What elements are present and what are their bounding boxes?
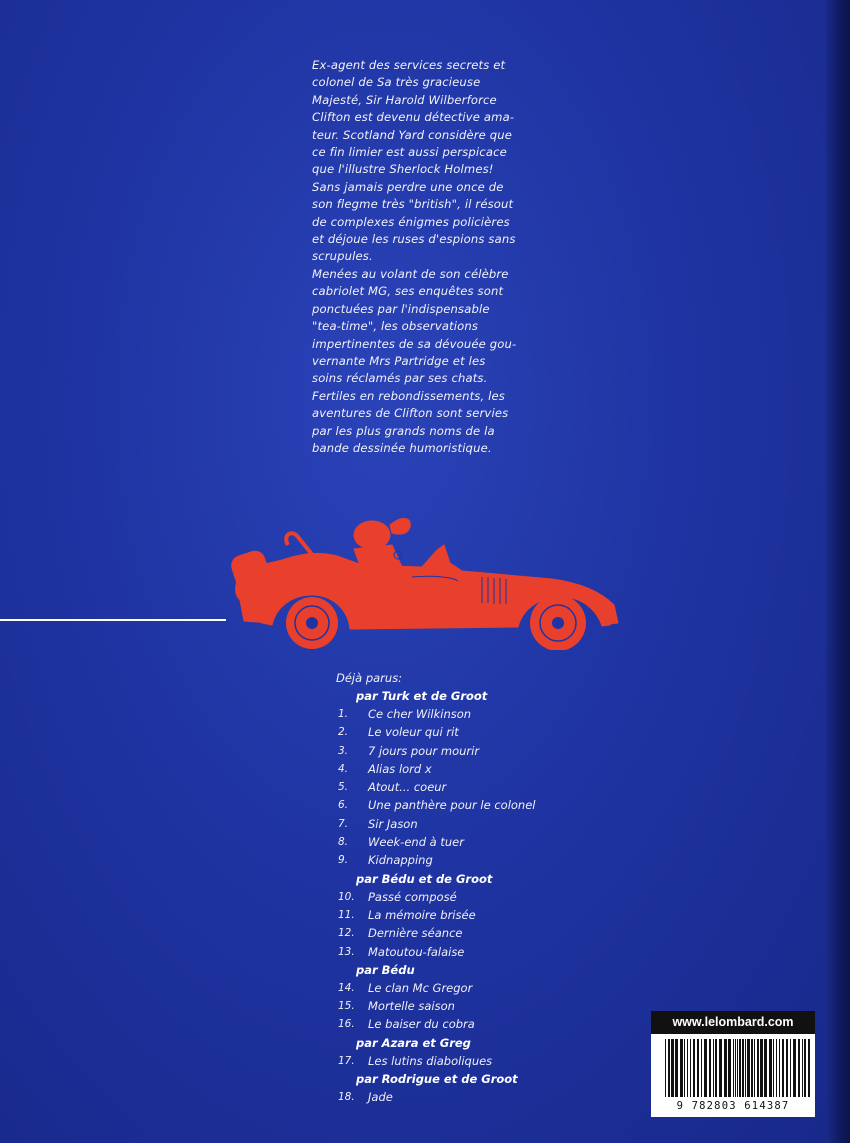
list-item (336, 833, 636, 851)
barcode-bar (776, 1039, 777, 1097)
album-number: 4. (338, 762, 349, 775)
barcode-bar (773, 1039, 774, 1097)
red-cabriolet-car-illustration (222, 505, 627, 650)
album-title: Sir Jason (368, 816, 418, 831)
album-title: Mortelle saison (368, 999, 455, 1014)
album-number: 14. (338, 981, 355, 994)
album-number: 3. (338, 744, 349, 757)
published-albums-list (336, 670, 636, 1106)
barcode-bar (790, 1039, 791, 1097)
author-group-heading: par Bédu et de Groot (356, 871, 493, 886)
album-number: 12. (338, 927, 355, 940)
list-item (336, 997, 636, 1015)
barcode-bar (733, 1039, 734, 1097)
barcode-bar (782, 1039, 784, 1097)
spine-edge (826, 0, 850, 1143)
barcode-bar (786, 1039, 788, 1097)
list-item (336, 1015, 636, 1033)
barcode-label (651, 1011, 815, 1117)
list-item (336, 943, 636, 961)
list-item (336, 760, 636, 778)
list-item (336, 924, 636, 942)
album-title: Atout... coeur (368, 780, 447, 795)
barcode-bar (808, 1039, 810, 1097)
album-number: 9. (338, 854, 349, 867)
barcode-bar (719, 1039, 722, 1097)
album-title: Ce cher Wilkinson (368, 707, 472, 721)
barcode-bar (668, 1039, 670, 1097)
album-number: 17. (338, 1054, 355, 1067)
album-number: 8. (338, 836, 349, 849)
barcode-bar (751, 1039, 753, 1097)
author-group-heading: par Turk et de Groot (356, 689, 488, 703)
barcode-bar (684, 1039, 685, 1097)
author-group-heading: par Azara et Greg (356, 1035, 471, 1050)
barcode-bar (804, 1039, 806, 1097)
barcode-bar (701, 1039, 702, 1097)
album-title: Le clan Mc Gregor (368, 980, 473, 995)
album-number: 16. (338, 1018, 355, 1031)
barcode (665, 1039, 810, 1097)
road-line (0, 619, 226, 621)
barcode-bar (779, 1039, 780, 1097)
list-item (336, 742, 636, 760)
barcode-bar (693, 1039, 695, 1097)
barcode-bar (760, 1039, 763, 1097)
album-title: La mémoire brisée (368, 907, 476, 922)
list-item (336, 1052, 636, 1070)
album-title: Dernière séance (368, 926, 463, 941)
album-title: 7 jours pour mourir (368, 743, 480, 758)
barcode-bar (728, 1039, 731, 1097)
barcode-bar (769, 1039, 772, 1097)
album-number: 18. (338, 1091, 355, 1104)
album-number: 11. (338, 908, 355, 921)
album-number: 1. (338, 708, 349, 720)
album-title: Le baiser du cobra (368, 1017, 475, 1032)
publisher-url: www.lelombard.com (651, 1011, 815, 1034)
synopsis-text: Ex-agent des services secrets et colonel de Sa très gracieuse Majesté, Sir Harold Wilberforce Clifton est devenu détective ama- teur. Scotland Yard considère que ce fin limier est aussi perspicace que l'illustre Sherlock Holmes! Sans jamais perdre une once de son flegme très "british", il résout de complexes énigmes policières et déjoue les ruses d'espions sans scrupules. Menées au volant de son célèbre cabriolet MG, ses enquêtes sont ponctuées par l'indispensable "tea-time", les observations impertinentes de sa dévouée gou- vernante Mrs Partridge et les soins réclamés par ses chats. Fertiles en rebondissements, les aventures de Clifton sont servies par les plus grands noms de la bande dessinée humoristique. (312, 58, 517, 455)
barcode-bar (687, 1039, 688, 1097)
album-number: 10. (338, 890, 355, 903)
album-title: Jade (368, 1090, 393, 1105)
author-group-heading: par Rodrigue et de Groot (356, 1072, 518, 1087)
barcode-bar (690, 1039, 691, 1097)
album-title: Le voleur qui rit (368, 725, 459, 740)
album-number: 2. (338, 726, 349, 739)
barcode-bar (739, 1039, 741, 1097)
barcode-bar (764, 1039, 767, 1097)
list-item (336, 815, 636, 833)
album-number: 6. (338, 799, 349, 812)
barcode-bar (724, 1039, 727, 1097)
album-number: 5. (338, 781, 349, 794)
album-number: 15. (338, 1000, 355, 1013)
barcode-bar (680, 1039, 683, 1097)
album-title: Week-end à tuer (368, 835, 464, 850)
author-group-heading: par Bédu (356, 962, 415, 977)
album-title: Alias lord x (368, 761, 432, 776)
list-item (336, 705, 636, 723)
barcode-bar (747, 1039, 750, 1097)
barcode-bar (745, 1039, 746, 1097)
barcode-bar (671, 1039, 674, 1097)
album-title: Les lutins diaboliques (368, 1053, 493, 1068)
list-item (336, 723, 636, 741)
barcode-bar (704, 1039, 707, 1097)
barcode-bar (735, 1039, 736, 1097)
list-item (336, 1088, 636, 1106)
barcode-bar (757, 1039, 759, 1097)
list-item (336, 778, 636, 796)
barcode-bar (697, 1039, 699, 1097)
album-title: Une panthère pour le colonel (368, 798, 536, 813)
list-item (336, 906, 636, 924)
album-title: Matoutou-falaise (368, 944, 465, 959)
synopsis-blurb (312, 57, 542, 457)
barcode-bar (713, 1039, 714, 1097)
album-title: Kidnapping (368, 853, 433, 868)
list-item (336, 851, 636, 869)
barcode-bar (665, 1039, 666, 1097)
album-title: Passé composé (368, 889, 457, 904)
barcode-bar (709, 1039, 711, 1097)
barcode-bar (793, 1039, 796, 1097)
list-item (336, 796, 636, 814)
barcode-bar (715, 1039, 717, 1097)
list-heading: Déjà parus: (336, 671, 403, 685)
album-number: 7. (338, 817, 349, 830)
list-item (336, 979, 636, 997)
barcode-bar (742, 1039, 744, 1097)
barcode-bar (802, 1039, 803, 1097)
barcode-digits: 9 782803 614387 (676, 1100, 790, 1112)
barcode-bar (798, 1039, 800, 1097)
barcode-bar (737, 1039, 738, 1097)
barcode-bar (754, 1039, 755, 1097)
list-item (336, 888, 636, 906)
album-number: 13. (338, 945, 355, 958)
barcode-bar (675, 1039, 678, 1097)
